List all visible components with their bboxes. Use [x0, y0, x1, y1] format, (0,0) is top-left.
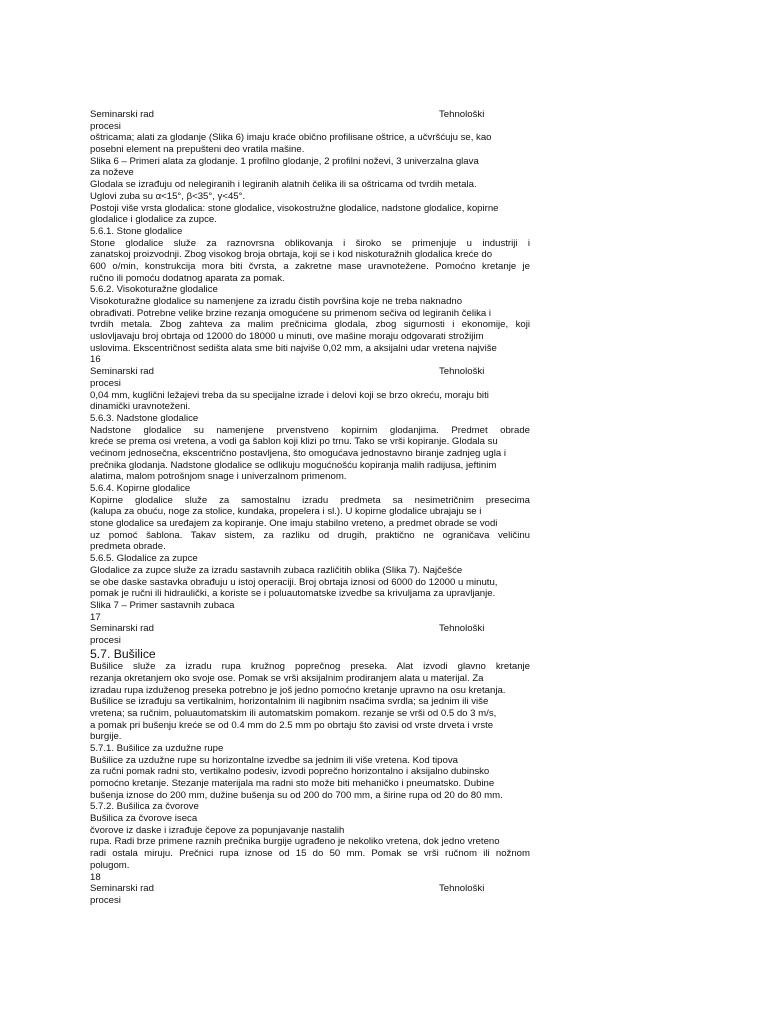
text-line: pomak je ručni ili hidraulički, a koriste se i poluautomatske izvedbe sa krivuljama za upravljanje. [90, 588, 496, 600]
text-line: čvorove iz daske i izrađuje čepove za popunjavanje nastalih [90, 824, 345, 836]
running-header [90, 883, 530, 895]
text-line: Kopirne glodalice služe za samostalnu izradu predmeta sa nesimetričnim presecima [90, 494, 530, 506]
text-line: većinom jednosečna, ekscentrično postavljena, što omogućava jednostavno biranje zadnjeg ugla i [90, 447, 506, 459]
text-line: Nadstone glodalice su namenjene prvenstveno kopirnim glodanjima. Predmet obrade [90, 424, 530, 436]
text-line: 5.6.3. Nadstone glodalice [90, 412, 199, 424]
text-line: uslovima. Ekscentričnost sedišta alata sme biti najviše 0,02 mm, a aksijalni udar vretena najviše [90, 342, 497, 354]
page-18 [90, 623, 530, 883]
text-line: rezanja okretanjem oko svoje ose. Pomak se vrši aksijalnim prodiranjem alata u materijal. Za [90, 672, 484, 684]
header-right: Tehnološki [439, 366, 485, 378]
header-continuation: procesi [90, 634, 121, 646]
text-line: posebni element na prepušteni deo vratila mašine. [90, 144, 305, 156]
text-line: ručno ili pomoću dodatnog aparata za pomak. [90, 272, 285, 284]
text-line: pomoćno kretanje. Stezanje materijala ma radni sto može biti mehaničko i pneumatsko. Dubine [90, 778, 495, 789]
text-line: 0,04 mm, kuglični ležajevi treba da su specijalne izrade i delovi koji se brzo okreću, moraju biti [90, 389, 489, 401]
text-line: a pomak pri bušenju kreće se od 0.4 mm do 2.5 mm po obrtaju što zavisi od vrste drveta i vrste [90, 719, 494, 731]
text-line: Bušilica za čvorove iseca [90, 813, 198, 825]
text-line: predmeta obrade. [90, 541, 166, 553]
page-number: 17 [90, 611, 101, 623]
header-continuation: procesi [90, 377, 121, 389]
section-heading: 5.7. Bušilice [90, 646, 156, 661]
running-header [90, 366, 530, 378]
text-line: obrađivati. Potrebne velike brzine rezanja omogućene su primenom sečiva od legiranih čelika i [90, 307, 492, 319]
header-right: Tehnološki [439, 109, 485, 120]
text-line: za noževe [90, 167, 134, 179]
running-header [90, 623, 530, 635]
text-line: uz pomoć šablona. Takav sistem, za razliku od drugih, praktično ne ograničava veličinu [90, 529, 530, 541]
text-line: radi ostala miruju. Prečnici rupa iznose od 15 do 50 mm. Pomak se vrši ručnom ili nožnom [90, 848, 530, 860]
text-line: kreće se prema osi vretena, a vodi ga šablon koji klizi po trnu. Tako se vrši kopiranje. Glodala su [90, 436, 498, 448]
header-left: Seminarski rad [90, 883, 154, 895]
text-line: izradau rupa izduženog preseka potrebno je još jedno pomoćno kretanje upravno na osu kretanja. [90, 684, 506, 696]
text-line: burgije. [90, 731, 122, 743]
text-line: prečnika glodanja. Nadstone glodalice se odlikuju mogućnošću kopiranja malih radijusa, jeftinim [90, 459, 497, 471]
document-body [90, 109, 530, 907]
text-line: bušenja iznose do 200 mm, dužine bušenja su od 200 do 700 mm, a širine rupa od 20 do 80 mm. [90, 789, 503, 801]
text-line: 5.6.1. Stone glodalice [90, 225, 183, 237]
text-line: 5.6.2. Visokoturažne glodalice [90, 284, 218, 296]
text-line: Glodalice za zupce služe za izradu sastavnih zubaca različitih oblika (Slika 7). Najčešće [90, 564, 463, 576]
text-line: Bušilice se izrađuju sa vertikalnim, horizontalnim ili nagibnim nsačima svrdla; sa jednim ili više [90, 696, 489, 708]
header-left: Seminarski rad [90, 623, 154, 635]
page-17 [90, 366, 530, 623]
header-continuation: procesi [90, 894, 121, 906]
text-line: uslovljavaju broj obrtaja od 12000 do 18000 u minuti, ove mašine moraju odgovarati strožijim [90, 331, 484, 343]
text-line: alatima, malom potrošnjom snage i univerzalnom primenom. [90, 471, 347, 483]
text-line: 5.7.2. Bušilica za čvorove [90, 801, 199, 813]
text-line: 5.6.5. Glodalice za zupce [90, 553, 198, 565]
text-line: tvrdih metala. Zbog zahteva za malim prečnicima glodala, zbog sigurnosti i ekonomije, koji [90, 319, 530, 331]
text-line: Visokoturažne glodalice su namenjene za izradu čistih površina koje ne treba naknadno [90, 296, 463, 307]
text-line: Stone glodalice služe za raznovrsna oblikovanja i široko se primenjuje u industriji i [90, 237, 530, 249]
text-line: vretena; sa ručnim, poluautomatskim ili automatskim pomakom. rezanje se vrši od 0.5 do 3 m/s, [90, 707, 497, 719]
page-18-text [90, 661, 530, 871]
text-line: glodalice i glodalice za zupce. [90, 214, 217, 226]
page-17-text [90, 390, 530, 612]
text-line: 5.6.4. Kopirne glodalice [90, 483, 191, 494]
text-line: rupa. Radi brze primene raznih prečnika burgije ugrađeno je nekoliko vretena, dok jedno vreteno [90, 836, 500, 848]
text-line: zanatskoj proizvodnji. Zbog visokog broja obrtaja, koji se i kod niskoturažnih glodalica kreće do [90, 249, 493, 261]
text-line: oštricama; alati za glodanje (Slika 6) imaju kraće obično profilisane oštrice, a učvršćuju se, kao [90, 132, 492, 144]
text-line: Slika 7 – Primer sastavnih zubaca [90, 599, 235, 611]
page-number: 18 [90, 871, 101, 883]
text-line: 600 o/min, konstrukcija mora biti čvrsta, a zakretne mase uravnotežene. Pomoćno kretanje je [90, 260, 530, 272]
text-line: Slika 6 – Primeri alata za glodanje. 1 profilno glodanje, 2 profilni noževi, 3 univerzalna glava [90, 155, 479, 167]
text-line: (kalupa za obuću, noge za stolice, kundaka, propelera i sl.). U kopirne glodalice ubrajaju se i [90, 506, 482, 518]
header-continuation: procesi [90, 120, 121, 132]
text-line: za ručni pomak radni sto, vertikalno podesiv, izvodi poprečno horizontalno i aksijalno dubinsko [90, 766, 490, 778]
header-right: Tehnološki [439, 883, 485, 895]
text-line: dinamički uravnoteženi. [90, 401, 191, 413]
text-line: 5.7.1. Bušilice za uzdužne rupe [90, 742, 224, 754]
page-16 [90, 109, 530, 366]
text-line: stone glodalice sa uređajem za kopiranje. One imaju stabilno vreteno, a predmet obrade se vodi [90, 518, 498, 530]
page-number: 16 [90, 354, 101, 366]
header-left: Seminarski rad [90, 366, 154, 378]
text-line: polugom. [90, 859, 130, 871]
running-header [90, 109, 530, 121]
header-left: Seminarski rad [90, 109, 154, 120]
text-line: Bušilice za uzdužne rupe su horizontalne izvedbe sa jednim ili više vretena. Kod tipova [90, 754, 458, 766]
page-16-text [90, 132, 530, 354]
text-line: Glodala se izrađuju od nelegiranih i legiranih alatnih čelika ili sa oštricama od tvrdih metala. [90, 179, 477, 191]
text-line: Uglovi zuba su α<15°, β<35°, γ<45°. [90, 190, 246, 202]
page-19 [90, 883, 530, 906]
text-line: se obe daske sastavka obrađuju u istoj operaciji. Broj obrtaja iznosi od 6000 do 12000 u minutu, [90, 576, 498, 588]
header-right: Tehnološki [439, 623, 485, 635]
text-line: Bušilice služe za izradu rupa kružnog poprečnog preseka. Alat izvodi glavno kretanje [90, 661, 530, 673]
text-line: Postoji više vrsta glodalica: stone glodalice, visokostružne glodalice, nadstone glodalice, kopirne [90, 202, 499, 214]
